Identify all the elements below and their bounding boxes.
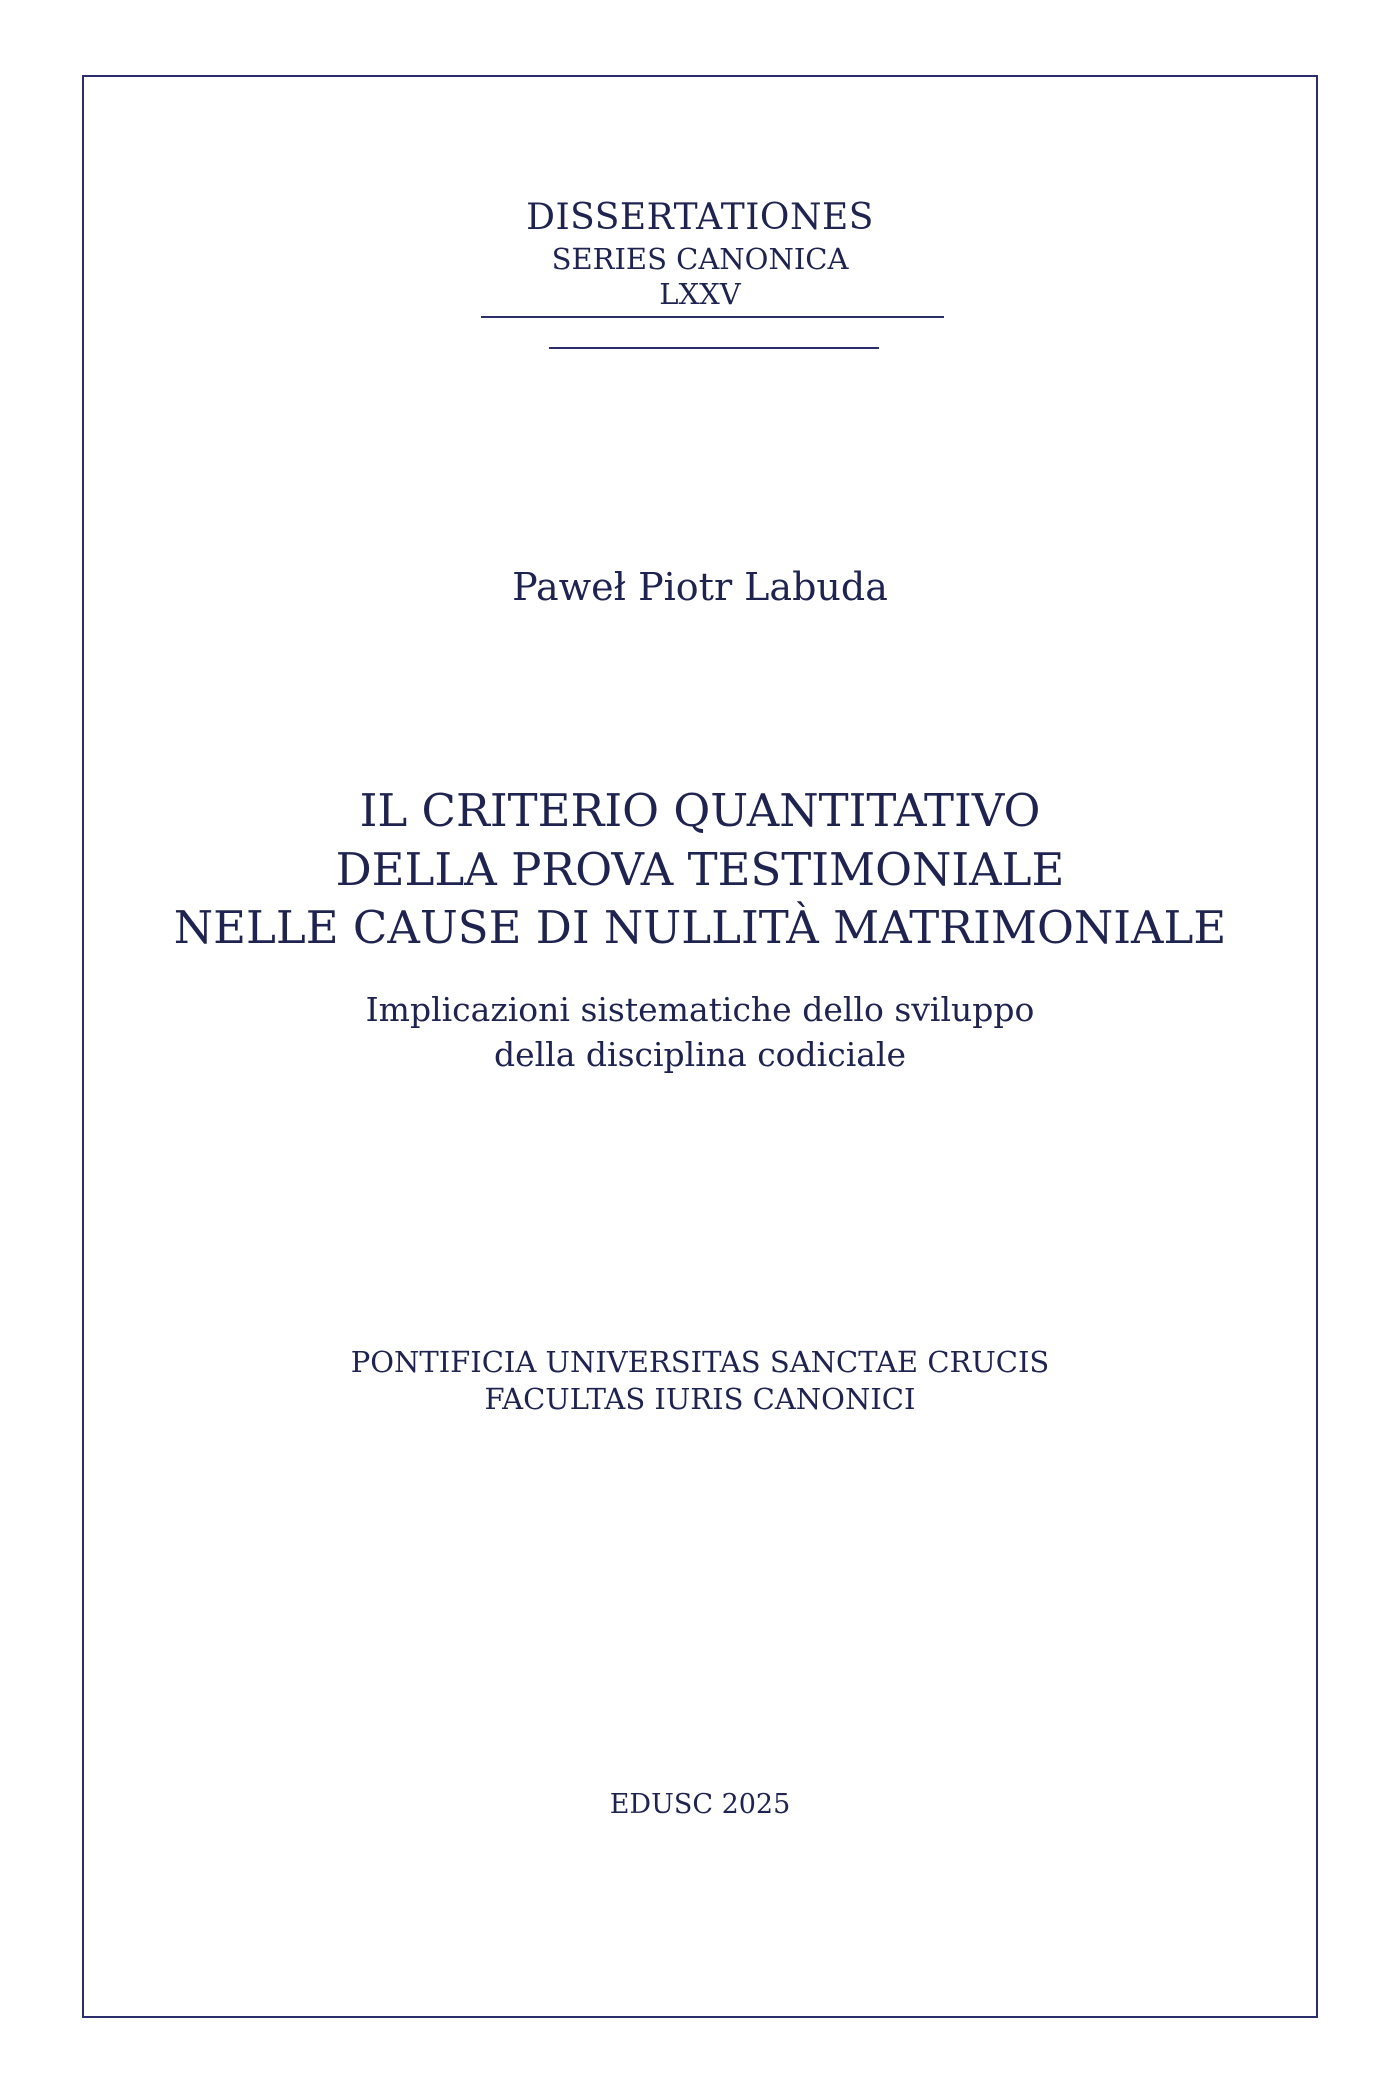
institution-line-1: PONTIFICIA UNIVERSITAS SANCTAE CRUCIS — [350, 1345, 1050, 1379]
book-title-line-1: IL CRITERIO QUANTITATIVO — [359, 784, 1041, 837]
author-name: Paweł Piotr Labuda — [512, 565, 888, 609]
book-subtitle-line-2: della disciplina codiciale — [493, 1035, 907, 1074]
institution-line-2: FACULTAS IURIS CANONICI — [484, 1382, 916, 1416]
book-title-line-2: DELLA PROVA TESTIMONIALE — [335, 843, 1065, 896]
divider-bottom — [549, 347, 879, 349]
book-title-line-3: NELLE CAUSE DI NULLITÀ MATRIMONIALE — [173, 901, 1227, 954]
publisher-imprint: EDUSC 2025 — [609, 1789, 791, 1820]
series-number: LXXV — [659, 277, 741, 311]
divider-top — [481, 316, 944, 318]
series-subtitle: SERIES CANONICA — [551, 242, 849, 276]
series-title: DISSERTATIONES — [526, 197, 874, 238]
book-subtitle-line-1: Implicazioni sistematiche dello sviluppo — [365, 990, 1035, 1029]
